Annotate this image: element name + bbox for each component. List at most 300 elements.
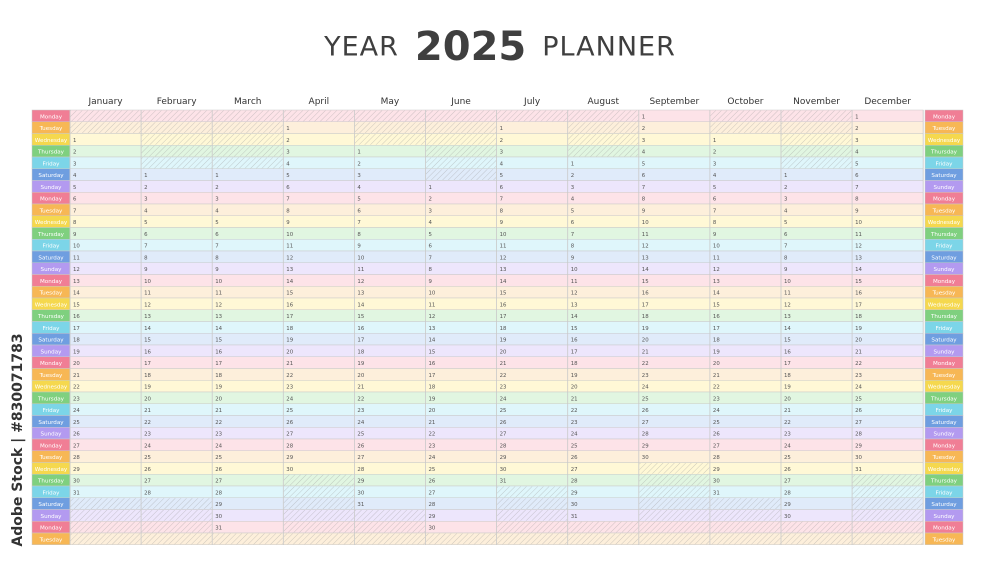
day-number: 19: [712, 349, 720, 356]
empty-day-cell: [284, 534, 354, 545]
day-number: 21: [144, 408, 151, 415]
day-number: 18: [855, 314, 862, 321]
day-number: 14: [641, 267, 649, 274]
weekday-label-left: Tuesday: [39, 290, 63, 297]
day-number: 27: [499, 431, 507, 438]
day-number: 30: [712, 478, 720, 485]
day-number: 14: [73, 290, 80, 297]
weekday-label-right: Wednesday: [927, 302, 961, 309]
day-number: 9: [712, 231, 717, 238]
day-number: 16: [641, 290, 649, 297]
day-number: 20: [784, 396, 791, 403]
day-number: 12: [286, 255, 294, 262]
day-number: 17: [570, 349, 578, 356]
day-number: 21: [215, 408, 223, 415]
day-number: 14: [784, 325, 791, 332]
empty-day-cell: [355, 534, 425, 545]
day-number: 1: [784, 173, 788, 180]
weekday-label-right: Thursday: [930, 314, 958, 321]
day-number: 19: [641, 325, 649, 332]
day-number: 28: [357, 466, 365, 473]
empty-day-cell: [71, 111, 141, 122]
day-number: 30: [641, 455, 649, 462]
weekday-label-right: Tuesday: [932, 290, 956, 297]
day-number: 2: [144, 184, 148, 191]
day-number: 30: [215, 513, 223, 520]
empty-day-cell: [71, 498, 141, 509]
day-number: 29: [286, 455, 294, 462]
day-number: 27: [73, 443, 80, 450]
weekday-label-right: Friday: [935, 161, 953, 168]
empty-day-cell: [284, 111, 354, 122]
day-number: 22: [641, 361, 649, 368]
day-number: 7: [570, 231, 575, 238]
weekday-label-right: Thursday: [930, 396, 958, 403]
day-number: 19: [215, 384, 223, 391]
day-number: 17: [73, 325, 80, 332]
day-number: 22: [570, 408, 578, 415]
day-number: 12: [215, 302, 223, 309]
weekday-label-left: Tuesday: [39, 537, 63, 544]
empty-day-cell: [426, 134, 496, 145]
day-number: 5: [357, 196, 361, 203]
day-number: 20: [73, 361, 80, 368]
day-number: 15: [144, 337, 151, 344]
day-number: 25: [357, 431, 365, 438]
empty-day-cell: [853, 487, 923, 498]
weekday-label-left: Wednesday: [34, 220, 68, 227]
day-number: 10: [641, 220, 649, 227]
day-number: 16: [499, 302, 507, 309]
empty-day-cell: [568, 522, 638, 533]
weekday-label-right: Sunday: [933, 267, 955, 274]
empty-day-cell: [497, 487, 567, 498]
empty-day-cell: [710, 122, 780, 133]
empty-day-cell: [639, 522, 709, 533]
day-number: 4: [73, 173, 77, 180]
day-number: 13: [499, 267, 507, 274]
empty-day-cell: [426, 122, 496, 133]
day-number: 24: [428, 455, 436, 462]
day-number: 24: [144, 443, 151, 450]
weekday-label-left: Tuesday: [39, 208, 63, 215]
day-number: 8: [215, 255, 219, 262]
weekday-label-right: Monday: [932, 196, 956, 203]
weekday-label-right: Thursday: [930, 478, 958, 485]
day-number: 28: [215, 490, 223, 497]
day-number: 1: [855, 114, 859, 121]
month-header-october: October: [727, 97, 764, 107]
weekday-label-left: Monday: [39, 443, 63, 450]
weekday-label-left: Thursday: [37, 314, 65, 321]
weekday-label-right: Friday: [935, 325, 953, 332]
weekday-label-right: Thursday: [930, 231, 958, 238]
day-number: 19: [73, 349, 80, 356]
day-number: 12: [73, 267, 80, 274]
day-number: 27: [428, 490, 436, 497]
empty-day-cell: [782, 122, 852, 133]
day-number: 9: [428, 278, 432, 285]
day-number: 25: [286, 408, 294, 415]
day-number: 5: [855, 161, 859, 168]
day-number: 30: [357, 490, 365, 497]
day-number: 26: [570, 455, 578, 462]
day-number: 16: [712, 314, 720, 321]
weekday-label-right: Friday: [935, 243, 953, 250]
weekday-label-left: Monday: [39, 361, 63, 368]
day-number: 6: [144, 231, 148, 238]
day-number: 6: [499, 184, 504, 191]
weekday-label-left: Friday: [42, 161, 60, 168]
day-number: 23: [570, 419, 578, 426]
day-number: 13: [641, 255, 649, 262]
day-number: 24: [499, 396, 507, 403]
empty-day-cell: [71, 522, 141, 533]
day-number: 15: [712, 302, 720, 309]
empty-day-cell: [853, 510, 923, 521]
day-number: 25: [144, 455, 151, 462]
day-number: 29: [357, 478, 365, 485]
empty-day-cell: [71, 510, 141, 521]
day-number: 27: [357, 455, 365, 462]
day-number: 16: [784, 349, 791, 356]
month-header-august: August: [587, 97, 619, 107]
day-number: 31: [855, 466, 862, 473]
day-number: 25: [641, 396, 649, 403]
month-header-january: January: [88, 97, 123, 107]
day-number: 20: [144, 396, 151, 403]
day-number: 11: [357, 267, 365, 274]
day-number: 1: [570, 161, 575, 168]
day-number: 30: [73, 478, 80, 485]
empty-day-cell: [497, 522, 567, 533]
day-number: 17: [712, 325, 720, 332]
day-number: 14: [215, 325, 223, 332]
day-number: 11: [428, 302, 436, 309]
day-number: 1: [215, 173, 219, 180]
day-number: 25: [215, 455, 223, 462]
day-number: 24: [712, 408, 720, 415]
day-number: 10: [499, 231, 507, 238]
day-number: 11: [570, 278, 578, 285]
day-number: 16: [855, 290, 862, 297]
empty-day-cell: [213, 146, 283, 157]
day-number: 11: [286, 243, 294, 250]
weekday-label-left: Sunday: [40, 184, 62, 191]
day-number: 18: [73, 337, 80, 344]
day-number: 1: [286, 126, 290, 133]
day-number: 22: [73, 384, 80, 391]
empty-day-cell: [639, 487, 709, 498]
day-number: 27: [286, 431, 294, 438]
day-number: 5: [784, 220, 788, 227]
day-number: 4: [712, 173, 717, 180]
day-number: 19: [428, 396, 436, 403]
day-number: 19: [357, 361, 365, 368]
day-number: 28: [499, 443, 507, 450]
day-number: 10: [784, 278, 791, 285]
day-number: 4: [641, 149, 646, 156]
day-number: 2: [428, 196, 432, 203]
day-number: 25: [570, 443, 578, 450]
weekday-label-left: Saturday: [38, 173, 64, 180]
day-number: 21: [286, 361, 294, 368]
day-number: 17: [784, 361, 791, 368]
day-number: 4: [286, 161, 290, 168]
day-number: 7: [215, 243, 219, 250]
month-header-march: March: [234, 97, 262, 107]
day-number: 17: [357, 337, 365, 344]
weekday-label-left: Friday: [42, 325, 60, 332]
day-number: 8: [641, 196, 646, 203]
day-number: 15: [286, 290, 294, 297]
day-number: 4: [428, 220, 432, 227]
day-number: 15: [357, 314, 365, 321]
day-number: 31: [499, 478, 507, 485]
day-number: 11: [215, 290, 223, 297]
day-number: 3: [73, 161, 77, 168]
day-number: 24: [286, 396, 294, 403]
empty-day-cell: [639, 534, 709, 545]
empty-day-cell: [284, 522, 354, 533]
day-number: 19: [784, 384, 791, 391]
weekday-label-left: Thursday: [37, 149, 65, 156]
weekday-label-left: Tuesday: [39, 455, 63, 462]
day-number: 6: [855, 173, 859, 180]
title-prefix: YEAR: [324, 31, 399, 63]
day-number: 7: [784, 243, 788, 250]
weekday-label-right: Saturday: [931, 255, 957, 262]
empty-day-cell: [142, 522, 212, 533]
day-number: 7: [641, 184, 646, 191]
day-number: 10: [570, 267, 578, 274]
day-number: 18: [499, 325, 507, 332]
day-number: 17: [286, 314, 294, 321]
weekday-label-right: Tuesday: [932, 537, 956, 544]
day-number: 26: [144, 466, 151, 473]
day-number: 9: [570, 255, 575, 262]
empty-day-cell: [639, 463, 709, 474]
day-number: 6: [784, 231, 788, 238]
day-number: 15: [570, 325, 578, 332]
stock-watermark: [6, 320, 30, 560]
month-header-june: June: [451, 97, 471, 107]
month-header-november: November: [793, 97, 840, 107]
day-number: 5: [286, 173, 290, 180]
empty-day-cell: [853, 522, 923, 533]
day-number: 18: [570, 361, 578, 368]
empty-day-cell: [497, 498, 567, 509]
day-number: 7: [144, 243, 148, 250]
empty-day-cell: [426, 169, 496, 180]
day-number: 31: [357, 502, 365, 509]
day-number: 27: [570, 466, 578, 473]
day-number: 20: [357, 372, 365, 379]
day-number: 28: [784, 490, 791, 497]
day-number: 2: [570, 173, 575, 180]
day-number: 15: [855, 278, 862, 285]
empty-day-cell: [142, 158, 212, 169]
weekday-label-right: Monday: [932, 278, 956, 285]
weekday-label-left: Wednesday: [34, 137, 68, 144]
weekday-label-right: Monday: [932, 525, 956, 532]
day-number: 21: [73, 372, 80, 379]
day-number: 25: [499, 408, 507, 415]
weekday-label-left: Thursday: [37, 231, 65, 238]
day-number: 7: [855, 184, 859, 191]
month-header-july: July: [524, 97, 541, 107]
month-header-december: December: [864, 97, 911, 107]
weekday-label-left: Monday: [39, 525, 63, 532]
day-number: 24: [357, 419, 365, 426]
day-number: 15: [215, 337, 223, 344]
day-number: 23: [73, 396, 80, 403]
empty-day-cell: [213, 534, 283, 545]
weekday-label-left: Tuesday: [39, 126, 63, 133]
empty-day-cell: [142, 498, 212, 509]
day-number: 14: [855, 267, 862, 274]
day-number: 6: [357, 208, 361, 215]
day-number: 19: [286, 337, 294, 344]
day-number: 24: [784, 443, 791, 450]
empty-day-cell: [853, 475, 923, 486]
day-number: 20: [215, 396, 223, 403]
empty-day-cell: [142, 510, 212, 521]
day-number: 24: [855, 384, 862, 391]
weekday-label-left: Tuesday: [39, 372, 63, 379]
day-number: 17: [499, 314, 507, 321]
title-year: 2025: [414, 24, 527, 70]
empty-day-cell: [213, 134, 283, 145]
weekday-label-left: Saturday: [38, 255, 64, 262]
day-number: 12: [499, 255, 507, 262]
weekday-label-left: Saturday: [38, 337, 64, 344]
day-number: 25: [73, 419, 80, 426]
empty-day-cell: [782, 158, 852, 169]
day-number: 18: [641, 314, 649, 321]
day-number: 11: [784, 290, 791, 297]
day-number: 25: [712, 419, 720, 426]
day-number: 20: [641, 337, 649, 344]
day-number: 16: [73, 314, 80, 321]
day-number: 28: [641, 431, 649, 438]
day-number: 31: [570, 513, 578, 520]
day-number: 22: [855, 361, 862, 368]
weekday-label-left: Wednesday: [34, 384, 68, 391]
day-number: 6: [428, 243, 432, 250]
day-number: 6: [641, 173, 646, 180]
day-number: 13: [855, 255, 862, 262]
day-number: 25: [855, 396, 862, 403]
day-number: 2: [499, 137, 504, 144]
day-number: 3: [144, 196, 148, 203]
day-number: 24: [641, 384, 649, 391]
day-number: 9: [641, 208, 646, 215]
weekday-label-left: Wednesday: [34, 466, 68, 473]
weekday-label-left: Friday: [42, 243, 60, 250]
empty-day-cell: [497, 111, 567, 122]
day-number: 16: [570, 337, 578, 344]
day-number: 9: [73, 231, 77, 238]
day-number: 1: [357, 149, 361, 156]
watermark-text: Adobe Stock | #830071783: [10, 333, 26, 547]
day-number: 29: [73, 466, 80, 473]
day-number: 29: [784, 502, 791, 509]
empty-day-cell: [639, 510, 709, 521]
day-number: 27: [215, 478, 223, 485]
day-number: 12: [357, 278, 365, 285]
day-number: 27: [784, 478, 791, 485]
day-number: 12: [428, 314, 436, 321]
weekday-label-right: Sunday: [933, 184, 955, 191]
day-number: 27: [855, 419, 862, 426]
day-number: 11: [144, 290, 151, 297]
day-number: 26: [712, 431, 720, 438]
day-number: 6: [73, 196, 77, 203]
weekday-label-left: Monday: [39, 114, 63, 121]
day-number: 5: [499, 173, 504, 180]
weekday-label-right: Tuesday: [932, 455, 956, 462]
day-number: 5: [641, 161, 646, 168]
day-number: 3: [499, 149, 504, 156]
empty-day-cell: [355, 111, 425, 122]
day-number: 22: [286, 372, 294, 379]
empty-day-cell: [142, 146, 212, 157]
day-number: 20: [286, 349, 294, 356]
day-number: 23: [215, 431, 223, 438]
day-number: 23: [712, 396, 720, 403]
weekday-label-left: Sunday: [40, 349, 62, 356]
day-number: 16: [357, 325, 365, 332]
day-number: 14: [286, 278, 294, 285]
empty-day-cell: [355, 510, 425, 521]
day-number: 26: [286, 419, 294, 426]
day-number: 9: [357, 243, 361, 250]
empty-day-cell: [568, 534, 638, 545]
day-number: 6: [215, 231, 219, 238]
day-number: 11: [641, 231, 649, 238]
day-number: 22: [428, 431, 436, 438]
day-number: 5: [428, 231, 432, 238]
weekday-label-left: Wednesday: [34, 302, 68, 309]
day-number: 2: [641, 126, 646, 133]
day-number: 14: [570, 314, 578, 321]
weekday-label-right: Saturday: [931, 502, 957, 509]
empty-day-cell: [213, 122, 283, 133]
day-number: 10: [428, 290, 436, 297]
day-number: 8: [144, 255, 148, 262]
day-number: 21: [570, 396, 578, 403]
empty-day-cell: [213, 158, 283, 169]
day-number: 14: [357, 302, 365, 309]
weekday-label-right: Monday: [932, 443, 956, 450]
day-number: 28: [855, 431, 862, 438]
day-number: 18: [784, 372, 791, 379]
day-number: 10: [357, 255, 365, 262]
day-number: 21: [499, 361, 507, 368]
day-number: 26: [73, 431, 80, 438]
weekday-label-right: Wednesday: [927, 220, 961, 227]
day-number: 4: [784, 208, 788, 215]
day-number: 8: [499, 208, 504, 215]
weekday-label-right: Sunday: [933, 349, 955, 356]
empty-day-cell: [639, 498, 709, 509]
day-number: 18: [144, 372, 151, 379]
day-number: 6: [712, 196, 717, 203]
day-number: 25: [428, 466, 436, 473]
day-number: 13: [286, 267, 294, 274]
weekday-label-right: Friday: [935, 490, 953, 497]
